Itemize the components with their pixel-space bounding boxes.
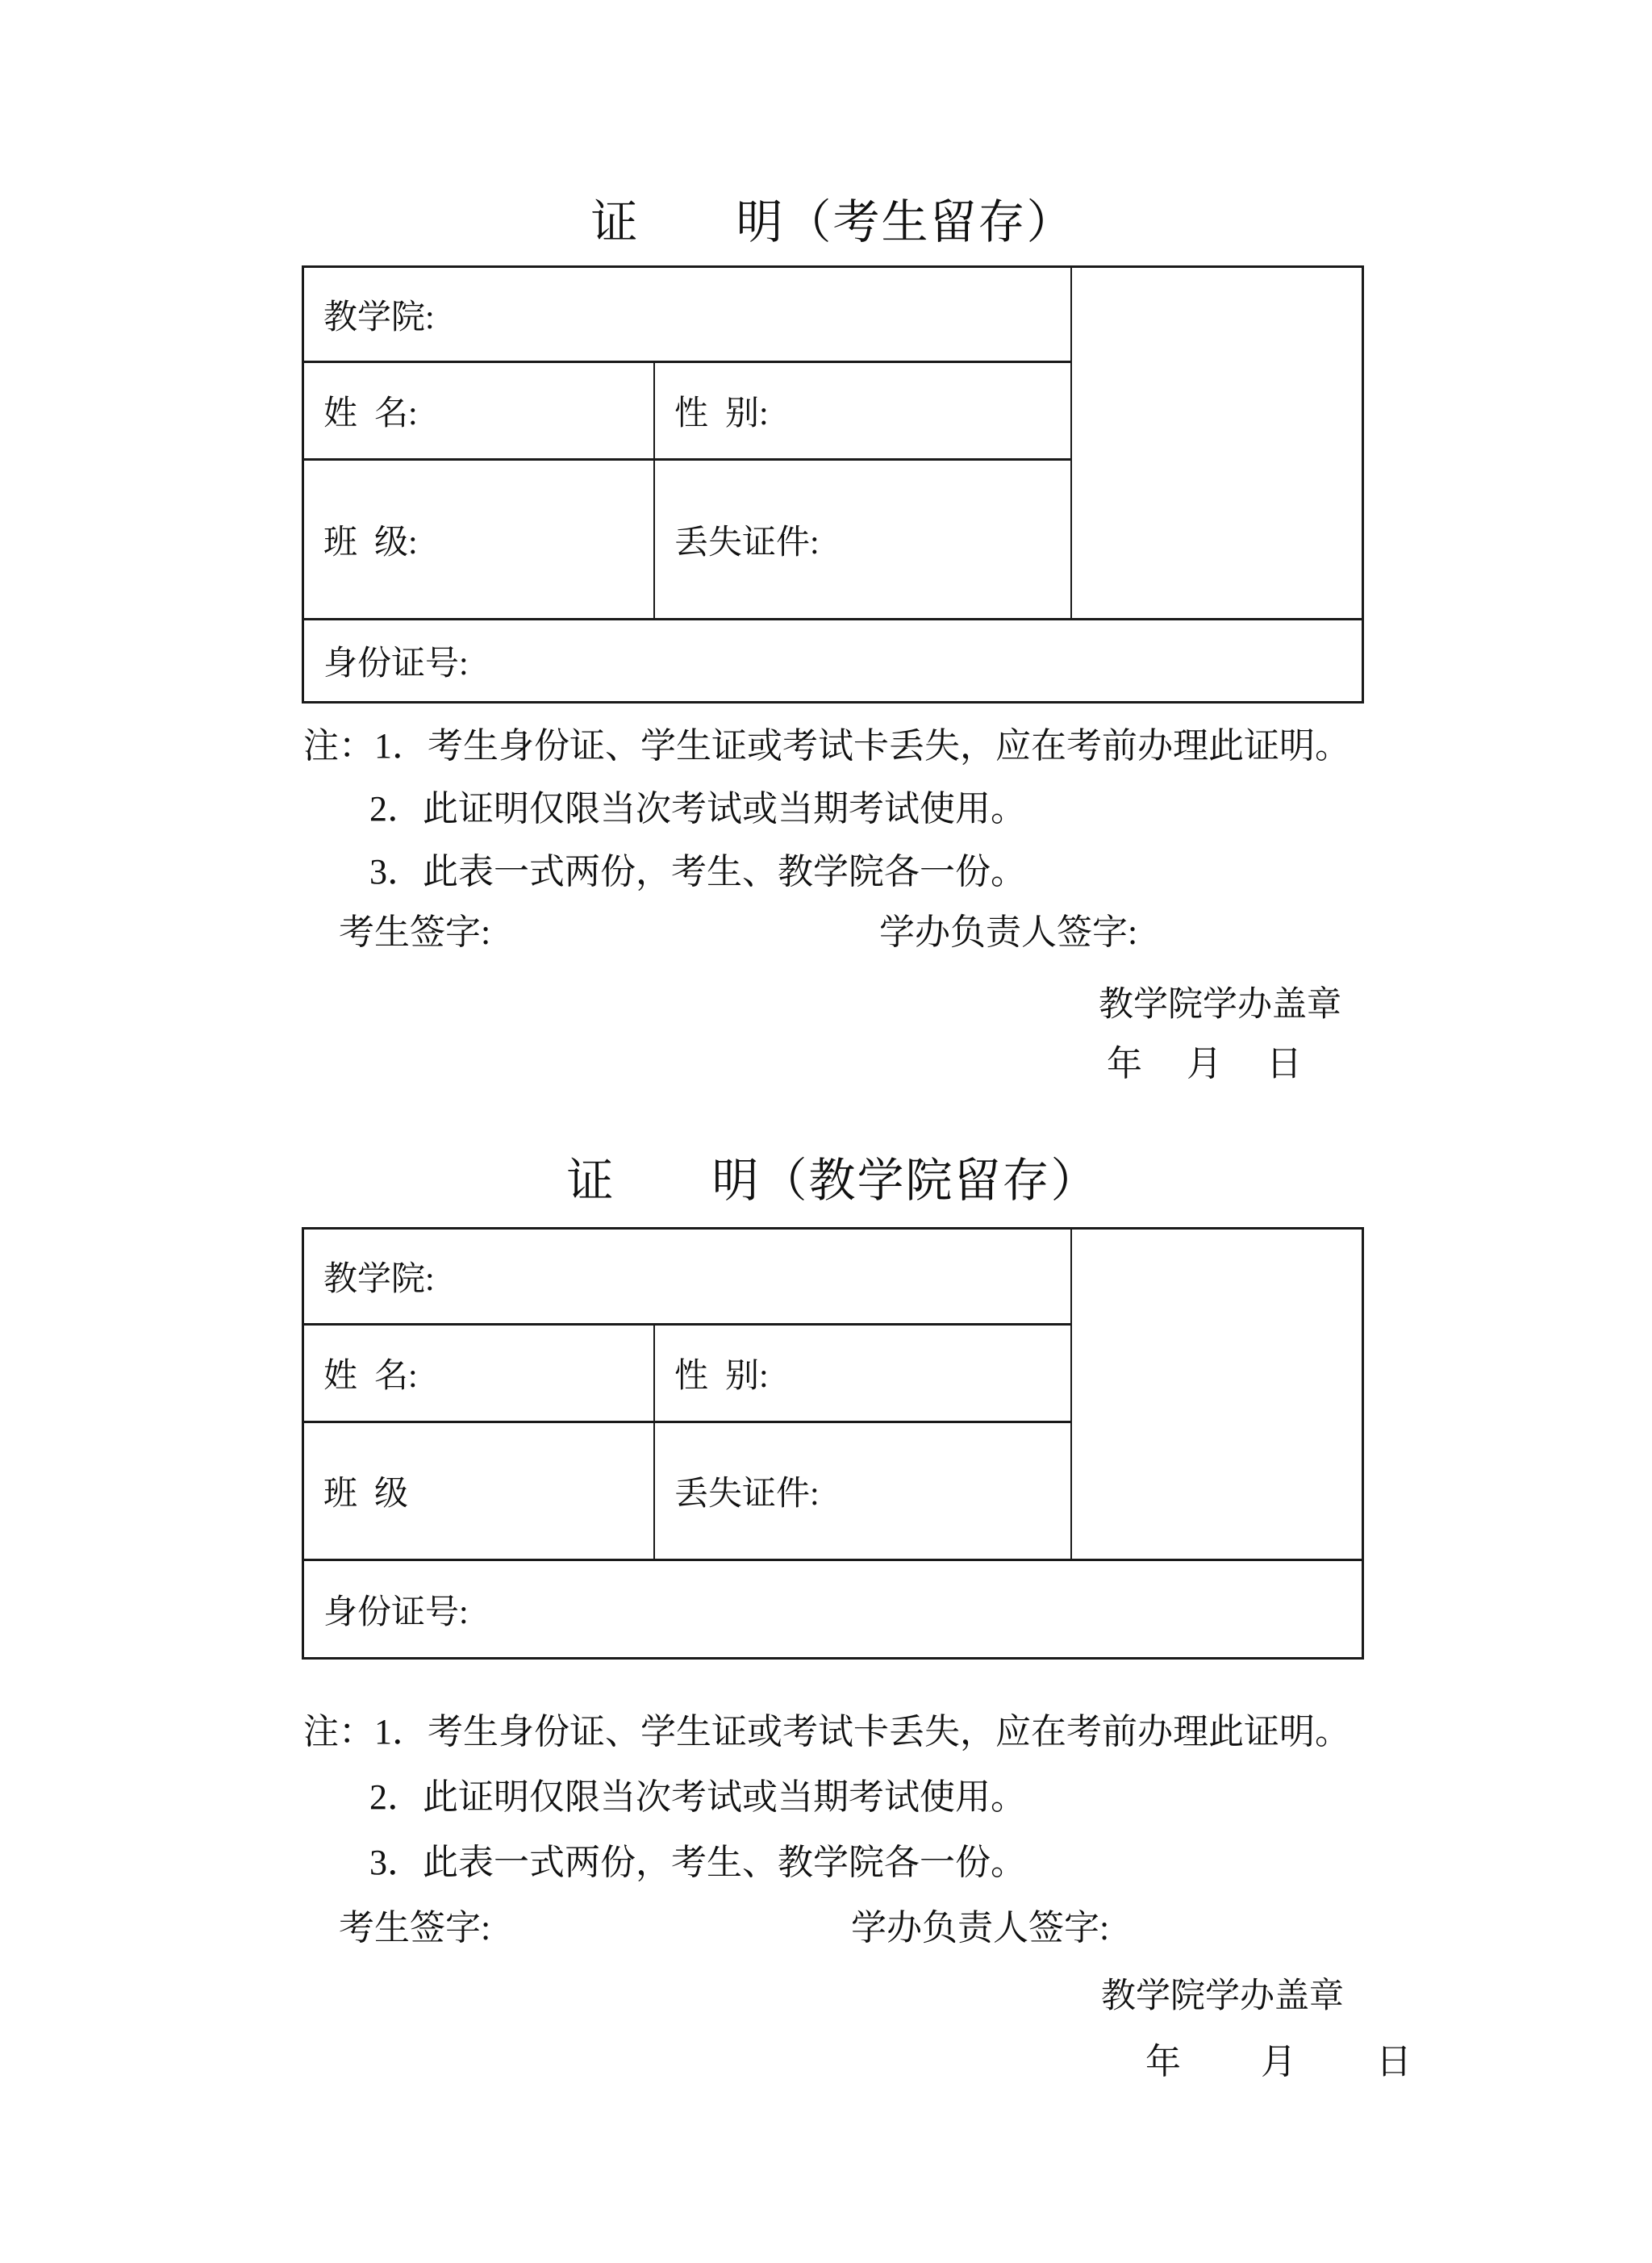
- stamp-line: 教学院学办盖章: [1099, 986, 1341, 1024]
- stamp-photo-box: [1072, 268, 1362, 618]
- note-line-3: 3．此表一式两份，考生、教学院各一份。: [369, 1843, 1026, 1882]
- note-line-2: 2．此证明仅限当次考试或当期考试使用。: [369, 1777, 1026, 1817]
- note-line-1: 注：1．考生身份证、学生证或考试卡丢失，应在考前办理此证明。: [303, 1712, 1350, 1752]
- name-label: 姓 名:: [323, 1358, 418, 1395]
- note-line-3: 3．此表一式两份，考生、教学院各一份。: [369, 852, 1026, 891]
- candidate-signature-label: 考生签字:: [339, 1908, 491, 1948]
- teaching-college-label: 教学院:: [323, 299, 435, 336]
- id-number-label: 身份证号:: [323, 1593, 469, 1631]
- name-label: 姓 名:: [323, 395, 418, 432]
- form2-table: [302, 1227, 1364, 1660]
- date-line: 年 月 日: [1145, 2042, 1412, 2081]
- office-signature-label: 学办负责人签字:: [879, 912, 1138, 952]
- stamp-line: 教学院学办盖章: [1101, 1977, 1344, 2015]
- stamp-photo-box: [1072, 1230, 1362, 1559]
- gender-label: 性 别:: [674, 395, 769, 432]
- note-line-2: 2．此证明仅限当次考试或当期考试使用。: [369, 789, 1026, 829]
- date-line: 年 月 日: [1107, 1044, 1302, 1083]
- class-label: 班 级:: [323, 524, 418, 562]
- note-line-1: 注：1．考生身份证、学生证或考试卡丢失，应在考前办理此证明。: [303, 726, 1350, 766]
- form2-title: 证 明（教学院留存）: [566, 1154, 1099, 1207]
- form1-title: 证 明（考生留存）: [590, 196, 1075, 248]
- form1-table: [302, 265, 1364, 704]
- id-number-label: 身份证号:: [323, 645, 469, 683]
- lost-document-label: 丢失证件:: [674, 524, 820, 562]
- gender-label: 性 别:: [674, 1358, 769, 1395]
- lost-document-label: 丢失证件:: [674, 1476, 820, 1513]
- class-label: 班 级: [323, 1476, 409, 1513]
- teaching-college-label: 教学院:: [323, 1261, 435, 1298]
- candidate-signature-label: 考生签字:: [339, 912, 491, 952]
- office-signature-label: 学办负责人签字:: [851, 1908, 1110, 1948]
